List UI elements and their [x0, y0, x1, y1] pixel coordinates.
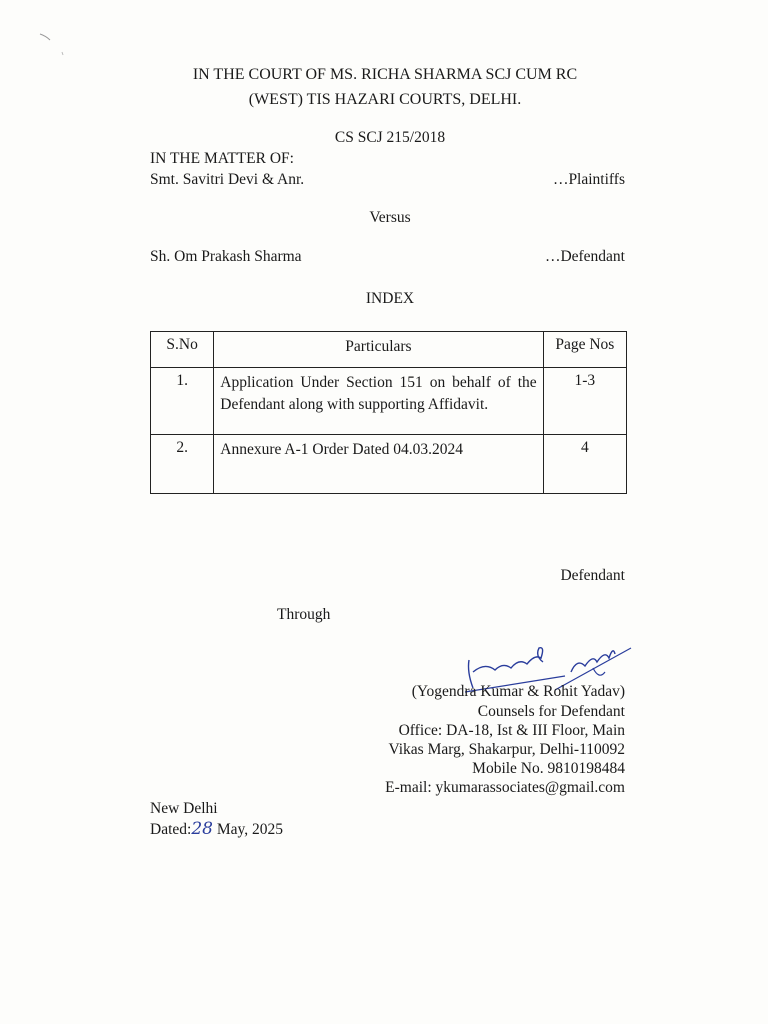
case-number: CS SCJ 215/2018: [334, 129, 446, 146]
office-address-line1: Office: DA-18, Ist & III Floor, Main: [398, 722, 625, 739]
counsel-role: Counsels for Defendant: [477, 703, 625, 720]
versus-label: Versus: [369, 209, 411, 226]
signatory-party: Defendant: [560, 567, 625, 584]
court-title-line1: IN THE COURT OF MS. RICHA SHARMA SCJ CUM RC: [192, 66, 578, 83]
date-line: [150, 819, 283, 839]
row-particulars: Application Under Section 151 on behalf of the Defendant along with supporting Affidavit.: [214, 368, 543, 435]
through-label: Through: [277, 606, 331, 623]
handwritten-day: 28: [191, 819, 213, 839]
header-particulars: Particulars: [214, 332, 543, 368]
defendant-name: Sh. Om Prakash Sharma: [150, 248, 302, 265]
scan-mark: [38, 30, 68, 60]
dated-month-year: May, 2025: [212, 821, 283, 838]
plaintiff-role: …Plaintiffs: [552, 171, 625, 188]
court-title-line2: (WEST) TIS HAZARI COURTS, DELHI.: [248, 91, 522, 108]
row-pages: 4: [543, 435, 626, 494]
email-address: E-mail: ykumarassociates@gmail.com: [385, 779, 625, 796]
in-the-matter-label: IN THE MATTER OF:: [150, 150, 294, 167]
defendant-role: …Defendant: [544, 248, 625, 265]
row-particulars: Annexure A-1 Order Dated 04.03.2024: [214, 435, 543, 494]
row-pages: 1-3: [543, 368, 626, 435]
plaintiff-name: Smt. Savitri Devi & Anr.: [150, 171, 305, 188]
office-address-line2: Vikas Marg, Shakarpur, Delhi-110092: [388, 741, 625, 758]
index-title: INDEX: [365, 290, 415, 307]
header-sno: S.No: [151, 332, 214, 368]
row-sno: 2.: [151, 435, 214, 494]
index-table: [150, 331, 627, 494]
place: New Delhi: [150, 800, 218, 817]
table-row: [151, 435, 627, 494]
dated-label: Dated:: [150, 821, 192, 838]
index-header-row: [151, 332, 627, 368]
mobile-number: Mobile No. 9810198484: [472, 760, 625, 777]
row-sno: 1.: [151, 368, 214, 435]
counsel-names: (Yogendra Kumar & Rohit Yadav): [411, 683, 625, 700]
header-page-nos: Page Nos: [543, 332, 626, 368]
table-row: [151, 368, 627, 435]
